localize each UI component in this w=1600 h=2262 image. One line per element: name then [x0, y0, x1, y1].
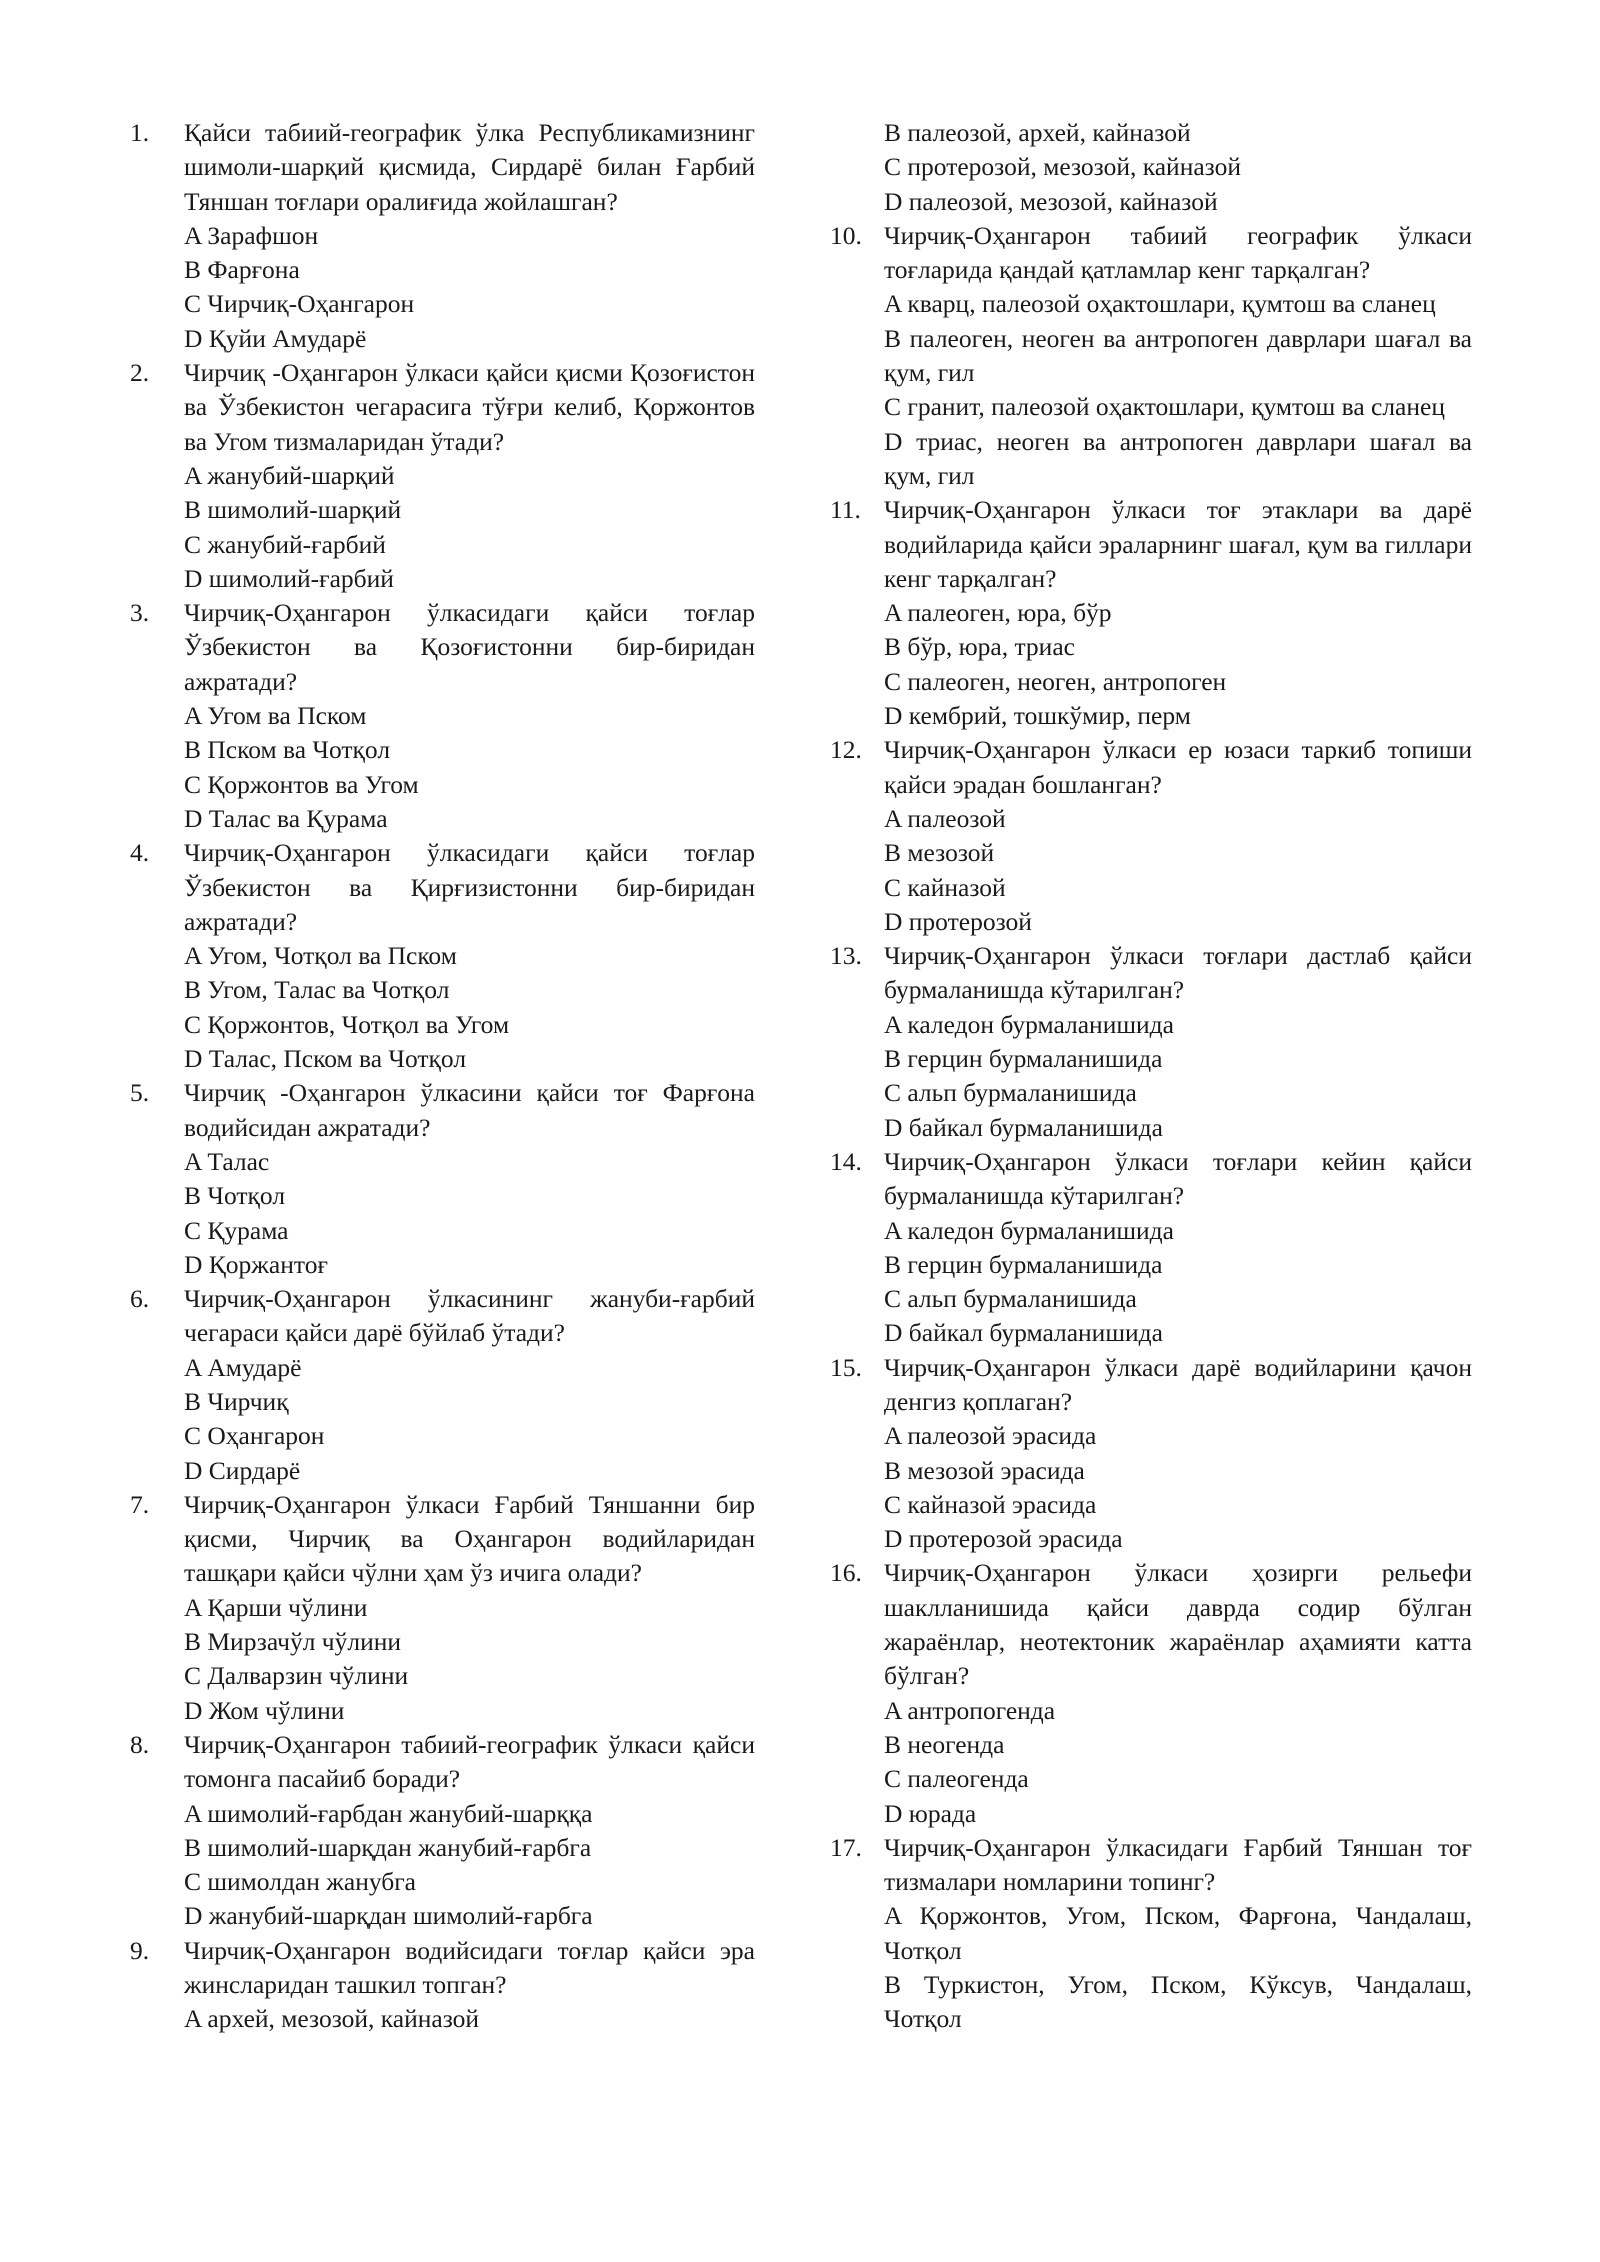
question-number: 2. — [130, 358, 150, 388]
answer-option: A палеоген, юра, бўр — [884, 598, 1112, 628]
answer-option: C Қоржонтов ва Угом — [184, 769, 419, 799]
answer-option: A Угом, Чотқол ва Пском — [184, 941, 457, 971]
answer-option: B герцин бурмаланишида — [884, 1044, 1163, 1074]
question-item — [124, 1934, 755, 2037]
answer-option: A палеозой — [884, 803, 1006, 833]
question-body — [184, 1282, 755, 1488]
answer-option: B Чотқол — [184, 1181, 286, 1211]
question-item — [824, 733, 1472, 939]
question-body — [884, 219, 1472, 493]
answer-option: D байкал бурмаланишида — [884, 1318, 1163, 1348]
answer-option: C Далварзин чўлини — [184, 1661, 409, 1691]
answer-option: B мезозой — [884, 838, 995, 868]
answer-option: D байкал бурмаланишида — [884, 1112, 1163, 1142]
question-text: Чирчиқ-Оҳангарон ўлкаси тоғлари дастлаб қайси бурмаланишда кўтарилган? — [884, 941, 1472, 1005]
question-body — [184, 116, 755, 356]
question-item — [124, 356, 755, 596]
answer-option: A антропогенда — [884, 1695, 1056, 1725]
answer-option: C шимолдан жанубга — [184, 1867, 417, 1897]
left-column — [124, 116, 755, 2037]
question-number: 7. — [130, 1489, 150, 1519]
question-body — [884, 1831, 1472, 2037]
answer-option: A Қоржонтов, Угом, Пском, Фарғона, Чандалаш, Чотқол — [884, 1901, 1472, 1965]
right-column — [824, 116, 1472, 2037]
question-text: Чирчиқ-Оҳангарон табиий географик ўлкаси тоғларида қандай қатламлар кенг тарқалган? — [884, 220, 1472, 285]
question-item — [124, 1728, 755, 1934]
question-text: Чирчиқ-Оҳангарон ўлкасининг жануби-ғарбий чегараси қайси дарё бўйлаб ўтади? — [184, 1284, 755, 1348]
answer-option: C Чирчиқ-Оҳангарон — [184, 289, 415, 319]
continued-options — [884, 116, 1472, 219]
answer-option: A каледон бурмаланишида — [884, 1215, 1174, 1245]
answer-option: C Қурама — [184, 1215, 289, 1245]
answer-option: B палеозой, архей, кайназой — [884, 118, 1191, 147]
answer-option: A жанубий-шарқий — [184, 460, 395, 490]
answer-option: D Сирдарё — [184, 1455, 301, 1485]
answer-option: D Талас ва Қурама — [184, 803, 388, 833]
question-item — [824, 1556, 1472, 1830]
answer-option: D Қуйи Амударё — [184, 323, 367, 353]
question-body — [184, 1728, 755, 1934]
answer-option: A шимолий-ғарбдан жанубий-шарққа — [184, 1798, 593, 1828]
answer-option: D кембрий, тошкўмир, перм — [884, 701, 1191, 731]
answer-option: B Чирчиқ — [184, 1386, 289, 1416]
question-number: 14. — [830, 1146, 862, 1176]
answer-option: C кайназой — [884, 872, 1006, 902]
answer-option: A Талас — [184, 1146, 270, 1176]
answer-option: A Амударё — [184, 1352, 302, 1382]
answer-option: A Зарафшон — [184, 220, 319, 250]
question-number: 15. — [830, 1352, 862, 1382]
question-body — [184, 356, 755, 596]
question-number: 5. — [130, 1078, 150, 1108]
answer-option: B Пском ва Чотқол — [184, 735, 391, 765]
question-item — [824, 1831, 1472, 2037]
question-body — [184, 836, 755, 1076]
question-body — [184, 596, 755, 836]
question-number: 4. — [130, 838, 150, 868]
answer-option: B Фарғона — [184, 255, 300, 285]
question-number: 17. — [830, 1832, 862, 1862]
answer-option: A кварц, палеозой оҳактошлари, қумтош ва сланец — [884, 289, 1436, 319]
question-item — [124, 836, 755, 1076]
question-number: 11. — [830, 495, 861, 525]
question-body — [184, 1934, 755, 2037]
answer-option: B Угом, Талас ва Чотқол — [184, 975, 450, 1005]
answer-option: B палеоген, неоген ва антропоген даврлари шағал ва қум, гил — [884, 323, 1472, 388]
question-text: Чирчиқ-Оҳангарон ўлкасидаги қайси тоғлар Ўзбекистон ва Қозоғистонни бир-биридан ажратади? — [184, 598, 755, 696]
question-text: Чирчиқ-Оҳангарон ўлкаси дарё водийларини қачон денгиз қоплаган? — [884, 1352, 1472, 1416]
answer-option: A архей, мезозой, кайназой — [184, 2004, 480, 2034]
question-text: Қайси табиий-географик ўлка Республикамизнинг шимоли-шарқий қисмида, Сирдарё билан Ғарбий Тяншан тоғлари оралиғида жойлашган? — [184, 118, 755, 216]
question-text: Чирчиқ-Оҳангарон водийсидаги тоғлар қайси эра жинсларидан ташкил топган? — [184, 1935, 755, 2000]
answer-option: B герцин бурмаланишида — [884, 1249, 1163, 1279]
question-text: Чирчиқ-Оҳангарон табиий-географик ўлкаси қайси томонга пасайиб боради? — [184, 1729, 755, 1794]
question-number: 9. — [130, 1935, 150, 1965]
question-body — [884, 1145, 1472, 1351]
answer-option: D триас, неоген ва антропоген даврлари шағал ва қум, гил — [884, 426, 1472, 490]
question-number: 16. — [830, 1558, 862, 1588]
answer-option: D Жом чўлини — [184, 1695, 345, 1725]
answer-option: A каледон бурмаланишида — [884, 1009, 1174, 1039]
question-item — [824, 939, 1472, 1145]
answer-option: D юрада — [884, 1798, 977, 1828]
question-number: 1. — [130, 118, 150, 147]
answer-option: C альп бурмаланишида — [884, 1284, 1137, 1314]
answer-option: C жанубий-ғарбий — [184, 529, 386, 559]
answer-option: C альп бурмаланишида — [884, 1078, 1137, 1108]
answer-option: C палеогенда — [884, 1764, 1029, 1794]
answer-option: A палеозой эрасида — [884, 1421, 1097, 1451]
answer-option: D Талас, Пском ва Чотқол — [184, 1044, 467, 1074]
answer-option: C гранит, палеозой оҳактошлари, қумтош ва сланец — [884, 392, 1445, 422]
question-number: 12. — [830, 735, 862, 765]
answer-option: C Қоржонтов, Чотқол ва Угом — [184, 1009, 510, 1039]
answer-option: D жанубий-шарқдан шимолий-ғарбга — [184, 1901, 593, 1931]
answer-option: B шимолий-шарқдан жанубий-ғарбга — [184, 1832, 592, 1862]
question-item — [124, 116, 755, 356]
answer-option: D протерозой — [884, 906, 1032, 936]
question-body — [884, 939, 1472, 1145]
question-body — [184, 1076, 755, 1282]
question-text: Чирчиқ -Оҳангарон ўлкаси қайси қисми Қозоғистон ва Ўзбекистон чегарасига тўғри келиб, Қоржонтов ва Угом тизмаларидан ўтади? — [184, 358, 755, 456]
question-number: 13. — [830, 941, 862, 971]
question-item — [124, 1488, 755, 1728]
answer-option: C кайназой эрасида — [884, 1489, 1097, 1519]
question-body — [884, 493, 1472, 733]
question-item — [124, 1282, 755, 1488]
answer-option: B бўр, юра, триас — [884, 632, 1075, 662]
question-item — [824, 219, 1472, 493]
question-text: Чирчиқ-Оҳангарон ўлкаси Ғарбий Тяншанни бир қисми, Чирчиқ ва Оҳангарон водийларидан ташқари қайси чўлни ҳам ўз ичига олади? — [184, 1489, 755, 1588]
answer-option: D шимолий-ғарбий — [184, 563, 394, 593]
answer-option: B Мирзачўл чўлини — [184, 1627, 402, 1657]
answer-option: A Угом ва Пском — [184, 701, 367, 731]
answer-option: D палеозой, мезозой, кайназой — [884, 186, 1218, 216]
question-item — [824, 1145, 1472, 1351]
answer-option: C палеоген, неоген, антропоген — [884, 666, 1227, 696]
question-body — [884, 733, 1472, 939]
question-text: Чирчиқ-Оҳангарон ўлкаси ер юзаси таркиб топиши қайси эрадан бошланган? — [884, 735, 1472, 799]
answer-option: C протерозой, мезозой, кайназой — [884, 152, 1241, 182]
question-number: 3. — [130, 598, 150, 628]
question-number: 10. — [830, 220, 862, 250]
question-number: 6. — [130, 1284, 150, 1314]
question-item — [824, 1351, 1472, 1557]
answer-option: B Туркистон, Угом, Пском, Кўксув, Чандалаш, Чотқол — [884, 1970, 1472, 2034]
question-item — [824, 493, 1472, 733]
question-body — [184, 1488, 755, 1728]
question-item — [124, 596, 755, 836]
question-text: Чирчиқ-Оҳангарон ўлкасидаги Ғарбий Тяншан тоғ тизмалари номларини топинг? — [884, 1832, 1472, 1897]
question-text: Чирчиқ-Оҳангарон ўлкасидаги қайси тоғлар Ўзбекистон ва Қирғизистонни бир-биридан ажратади? — [184, 838, 755, 936]
question-text: Чирчиқ-Оҳангарон ўлкаси тоғ этаклари ва дарё водийларида қайси эраларнинг шағал, қум ва гиллари кенг тарқалган? — [884, 495, 1472, 593]
question-number: 8. — [130, 1729, 150, 1759]
answer-option: D Қоржантоғ — [184, 1249, 328, 1279]
answer-option: B шимолий-шарқий — [184, 495, 402, 525]
question-text: Чирчиқ -Оҳангарон ўлкасини қайси тоғ Фарғона водийсидан ажратади? — [184, 1078, 755, 1142]
question-item — [124, 1076, 755, 1282]
question-text: Чирчиқ-Оҳангарон ўлкаси ҳозирги рельефи шаклланишида қайси даврда содир бўлган жараёнлар, неотектоник жараёнлар аҳамияти катта бўлган? — [884, 1558, 1472, 1691]
answer-option: B неогенда — [884, 1729, 1005, 1759]
answer-option: A Қарши чўлини — [184, 1592, 368, 1622]
question-body — [884, 1556, 1472, 1830]
answer-option: D протерозой эрасида — [884, 1524, 1123, 1554]
question-text: Чирчиқ-Оҳангарон ўлкаси тоғлари кейин қайси бурмаланишда кўтарилган? — [884, 1146, 1472, 1211]
answer-option: B мезозой эрасида — [884, 1455, 1085, 1485]
question-body — [884, 1351, 1472, 1557]
answer-option: C Оҳангарон — [184, 1421, 325, 1451]
